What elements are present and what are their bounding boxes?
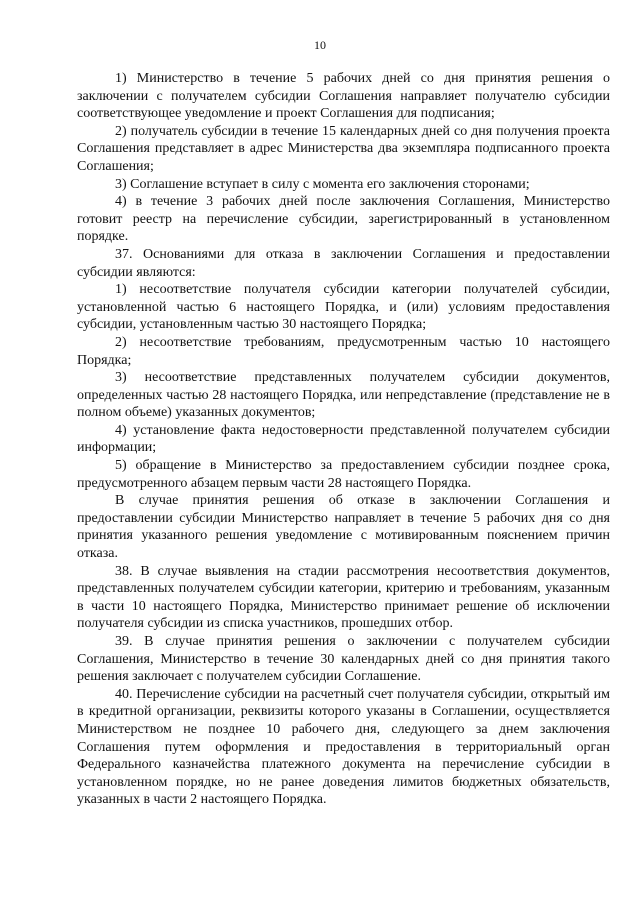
paragraph-clause-36-4: 4) в течение 3 рабочих дней после заключения Соглашения, Министерство готовит реестр на перечисление субсидии, зарегистрированный в установленном порядке.: [77, 194, 610, 245]
paragraph-clause-37-2: 2) несоответствие требованиям, предусмотренным частью 10 настоящего Порядка;: [77, 334, 610, 368]
paragraph-clause-37-5: 5) обращение в Министерство за предоставлением субсидии позднее срока, предусмотренного абзацем первым части 28 настоящего Порядка.: [77, 458, 610, 491]
paragraph-section-37: 37. Основаниями для отказа в заключении Соглашения и предоставлении субсидии являются:: [77, 246, 610, 280]
paragraph-clause-36-3: 3) Соглашение вступает в силу с момента его заключения сторонами;: [115, 176, 530, 192]
paragraph-clause-37-1: 1) несоответствие получателя субсидии категории получателей субсидии, установленной частью 6 настоящего Порядка, и (или) условиям предоставления субсидии, установленным частью 30 настоящего Порядка;: [77, 282, 610, 333]
paragraph-section-40: 40. Перечисление субсидии на расчетный счет получателя субсидии, открытый им в кредитной организации, реквизиты которого указаны в Соглашении, осуществляется Министерством не позднее 10 рабочего дня, следующего за днем заключения Соглашения путем оформления и предоставления в территориальный орган Федерального казначейства платежного документа на перечисление субсидии в установленном порядке, но не ранее доведения лимитов бюджетных обязательств, указанных в части 2 настоящего Порядка.: [77, 686, 610, 808]
paragraph-section-39: 39. В случае принятия решения о заключении с получателем субсидии Соглашения, Министерство в течение 30 календарных дней со дня принятия такого решения заключает с получателем субсидии Соглашение.: [77, 634, 610, 685]
paragraph-clause-36-1: 1) Министерство в течение 5 рабочих дней со дня принятия решения о заключении с получателем субсидии Соглашения направляет получателю субсидии соответствующее уведомление и проект Соглашения для подписания;: [77, 71, 610, 122]
paragraph-clause-37-4: 4) установление факта недостоверности представленной получателем субсидии информации;: [77, 422, 610, 456]
paragraph-clause-36-2: 2) получатель субсидии в течение 15 календарных дней со дня получения проекта Соглашения представляет в адрес Министерства два экземпляра подписанного проекта Соглашения;: [77, 123, 610, 174]
paragraph-clause-37-3: 3) несоответствие представленных получателем субсидии документов, определенных частью 28 настоящего Порядка, или непредставление (представление не в полном объеме) указанных документов;: [77, 370, 610, 421]
paragraph-refusal-notice: В случае принятия решения об отказе в заключении Соглашения и предоставлении субсидии Министерство направляет в течение 5 рабочих дня со дня принятия указанного решения уведомление с мотивированным пояснением причин отказа.: [77, 493, 610, 562]
paragraph-section-38: 38. В случае выявления на стадии рассмотрения несоответствия документов, представленных получателем субсидии категории, критерию и требованиям, указанным в части 10 настоящего Порядка, Министерство принимает решение об исключении получателя субсидии из списка участников, прошедших отбор.: [77, 563, 610, 632]
page-number: 10: [314, 38, 326, 52]
document-body: [77, 70, 610, 809]
